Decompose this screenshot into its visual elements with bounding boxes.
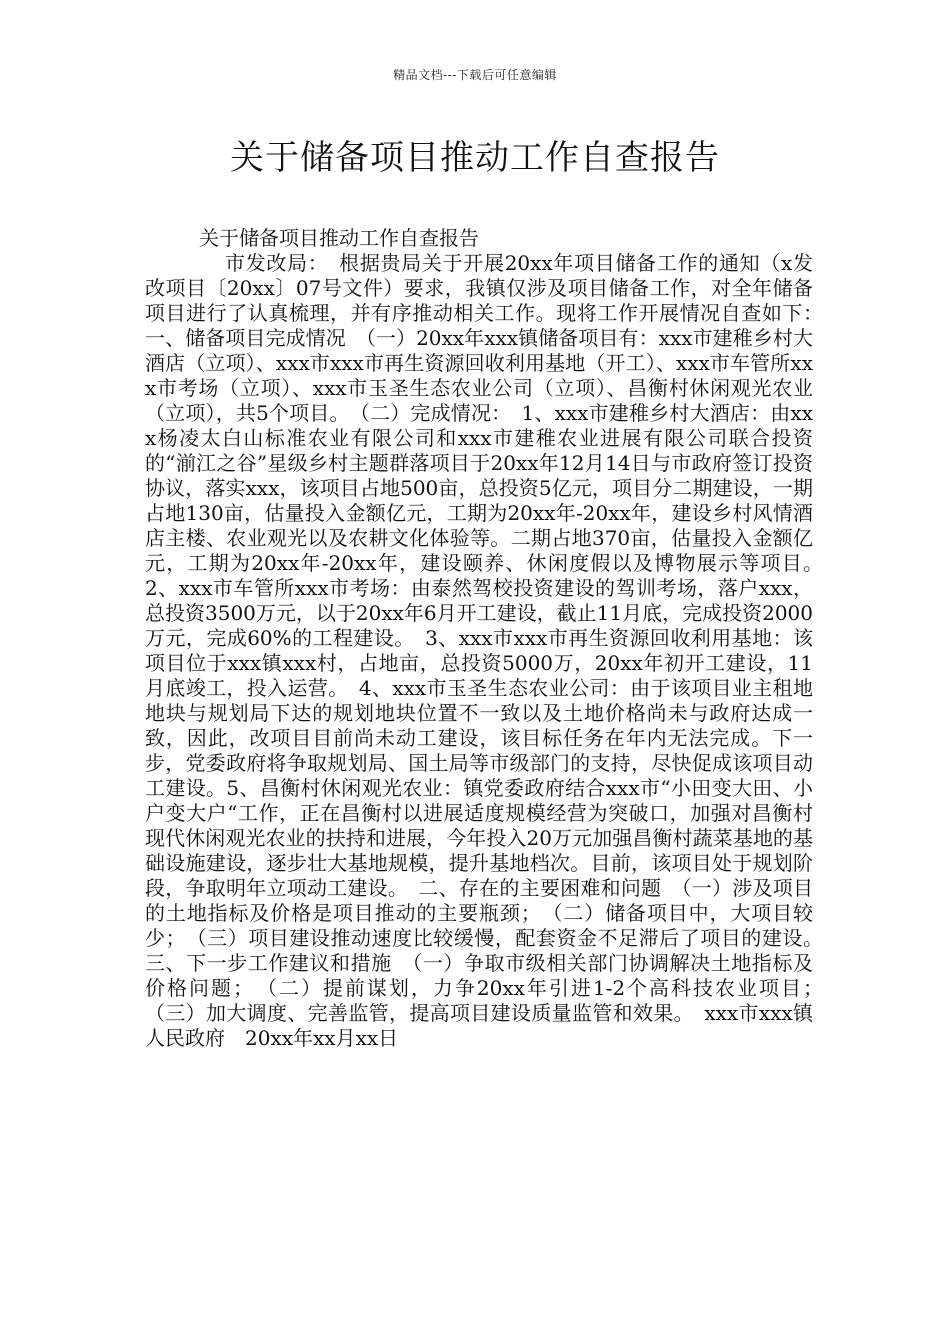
document-body — [145, 226, 833, 1051]
body-paragraph: 市发改局： 根据贵局关于开展20xx年项目储备工作的通知（x发改项目〔20xx〕07号文件）要求，我镇仅涉及项目储备工作，对全年储备项目进行了认真梳理，并有序推动相关工作。现将工作开展情况自查如下： 一、储备项目完成情况 （一）20xx年xxx镇储备项目有：xxx市建稚乡村大酒店（立项）、xxx市xxx市再生资源回收利用基地（开工）、xxx市车管所xxx市考场（立项）、xxx市玉圣生态农业公司（立项）、昌衡村休闲观光农业（立项），共5个项目。 （二）完成情况： 1、xxx市建稚乡村大酒店：由xxx杨凌太白山标准农业有限公司和xxx市建稚农业进展有限公司联合投资的“湔江之谷”星级乡村主题群落项目于20xx年12月14日与市政府签订投资协议，落实xxx，该项目占地500亩，总投资5亿元，项目分二期建设，一期占地130亩，估量投入金额亿元，工期为20xx年-20xx年，建设乡村风情酒店主楼、农业观光以及农耕文化体验等。二期占地370亩，估量投入金额亿元，工期为20xx年-20xx年，建设颐养、休闲度假以及博物展示等项目。 2、xxx市车管所xxx市考场：由泰然驾校投资建设的驾训考场，落户xxx，总投资3500万元，以于20xx年6月开工建设，截止11月底，完成投资2000万元，完成60%的工程建设。 3、xxx市xxx市再生资源回收利用基地：该项目位于xxx镇xxx村，占地亩，总投资5000万，20xx年初开工建设，11月底竣工，投入运营。 4、xxx市玉圣生态农业公司：由于该项目业主租地地块与规划局下达的规划地块位置不一致以及土地价格尚未与政府达成一致，因此，改项目目前尚未动工建设，该目标任务在年内无法完成。下一步，党委政府将争取规划局、国土局等市级部门的支持，尽快促成该项目动工建设。5、昌衡村休闲观光农业：镇党委政府结合xxx市“小田变大田、小户变大户“工作，正在昌衡村以进展适度规模经营为突破口，加强对昌衡村现代休闲观光农业的扶持和进展，今年投入20万元加强昌衡村蔬菜基地的基础设施建设，逐步壮大基地规模，提升基地档次。目前，该项目处于规划阶段，争取明年立项动工建设。 二、存在的主要困难和问题 （一）涉及项目的土地指标及价格是项目推动的主要瓶颈； （二）储备项目中，大项目较少； （三）项目建设推动速度比较缓慢，配套资金不足滞后了项目的建设。 三、下一步工作建议和措施 （一）争取市级相关部门协调解决土地指标及价格问题； （二）提前谋划，力争20xx年引进1-2个高科技农业项目； （三）加大调度、完善监管，提高项目建设质量监管和效果。 xxx市xxx镇人民政府 20xx年xx月xx日 — [145, 251, 833, 1050]
page-header-note: 精品文档---下载后可任意编辑 — [393, 68, 557, 82]
document-title: 关于储备项目推动工作自查报告 — [230, 138, 720, 178]
document-subtitle: 关于储备项目推动工作自查报告 — [199, 226, 479, 250]
